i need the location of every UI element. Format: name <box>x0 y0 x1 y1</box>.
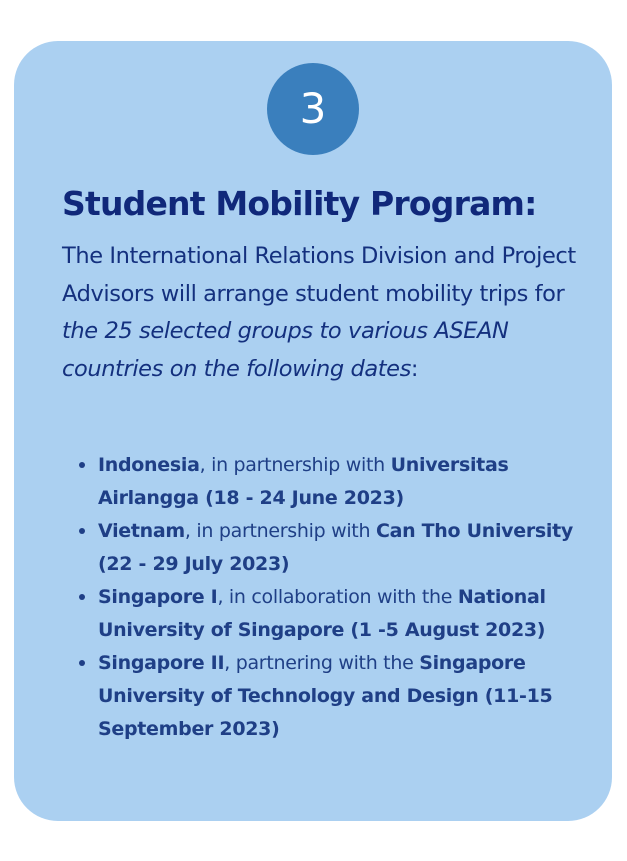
destination-country: Singapore I <box>98 586 218 608</box>
step-number-badge <box>267 63 359 155</box>
intro-emphasis: the 25 selected groups to various ASEAN countries on the following dates <box>62 318 509 382</box>
list-item <box>98 581 576 647</box>
destination-partner: Universitas Airlangga (18 - 24 June 2023) <box>98 454 509 509</box>
destination-list <box>98 449 576 746</box>
intro-paragraph <box>62 238 582 388</box>
list-item <box>98 449 576 515</box>
destination-connector: , in collaboration with the <box>217 586 458 608</box>
destination-country: Singapore II <box>98 652 225 674</box>
intro-text: The International Relations Division and Project Advisors will arrange student mobility trips for <box>62 243 576 307</box>
list-item <box>98 647 576 746</box>
destination-partner: Can Tho University (22 - 29 July 2023) <box>98 520 573 575</box>
destination-connector: , in partnership with <box>184 520 376 542</box>
destination-connector: , partnering with the <box>224 652 420 674</box>
destination-country: Vietnam <box>98 520 185 542</box>
destination-connector: , in partnership with <box>199 454 391 476</box>
section-title: Student Mobility Program: <box>62 184 537 223</box>
list-item <box>98 515 576 581</box>
destination-partner: National University of Singapore (1 -5 August 2023) <box>98 586 546 641</box>
destination-country: Indonesia <box>98 454 200 476</box>
intro-colon: : <box>410 355 419 382</box>
destination-partner: Singapore University of Technology and Design (11-15 September 2023) <box>98 652 553 740</box>
step-number: 3 <box>299 84 327 133</box>
